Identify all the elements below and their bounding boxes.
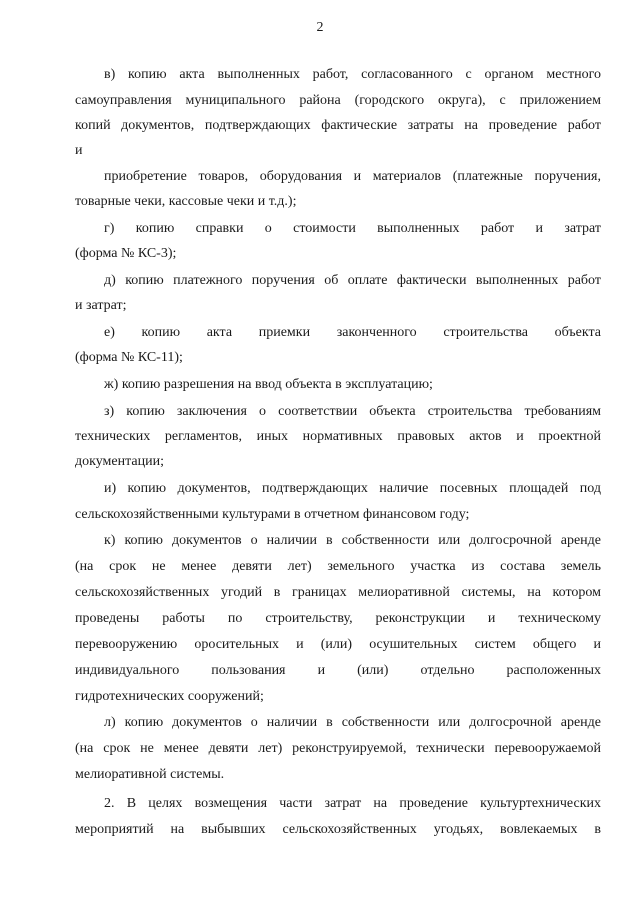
text-line: (форма № КС-11); — [75, 350, 183, 365]
text-line: товарные чеки, кассовые чеки и т.д.); — [75, 194, 297, 209]
text-line: технических регламентов, иных нормативных правовых актов и проектной — [75, 429, 601, 444]
text-line: индивидуального пользования и (или) отдельно расположенных — [75, 663, 601, 678]
text-line: мелиоративной системы. — [75, 767, 225, 782]
text-line: (на срок не менее девяти лет) земельного участка из состава земель — [75, 559, 601, 574]
text-line: и затрат; — [75, 298, 127, 313]
page-number: 2 — [316, 20, 324, 35]
text-line: ж) копию разрешения на ввод объекта в эксплуатацию; — [104, 377, 433, 392]
text-line: сельскохозяйственными культурами в отчетном финансовом году; — [75, 507, 470, 522]
text-line: и — [75, 143, 83, 158]
text-line: в) копию акта выполненных работ, согласованного с органом местного — [104, 67, 601, 82]
text-line: г) копию справки о стоимости выполненных работ и затрат — [104, 221, 601, 236]
text-line: копий документов, подтверждающих фактические затраты на проведение работ — [75, 118, 601, 133]
text-line: приобретение товаров, оборудования и материалов (платежные поручения, — [104, 169, 601, 184]
text-line: (форма № КС-3); — [75, 246, 177, 261]
text-line: проведены работы по строительству, реконструкции и техническому — [75, 611, 601, 626]
text-line: самоуправления муниципального района (городского округа), с приложением — [75, 93, 601, 108]
text-line: гидротехнических сооружений; — [75, 689, 264, 704]
text-line: д) копию платежного поручения об оплате фактически выполненных работ — [104, 273, 601, 288]
text-line: з) копию заключения о соответствии объекта строительства требованиям — [104, 404, 601, 419]
text-line: к) копию документов о наличии в собственности или долгосрочной аренде — [104, 533, 601, 548]
text-line: мероприятий на выбывших сельскохозяйственных угодьях, вовлекаемых в — [75, 822, 601, 837]
text-line: сельскохозяйственных угодий в границах мелиоративной системы, на котором — [75, 585, 601, 600]
text-line: 2. В целях возмещения части затрат на проведение культуртехнических — [104, 796, 601, 811]
text-line: документации; — [75, 454, 164, 469]
text-line: (на срок не менее девяти лет) реконструируемой, технически перевооружаемой — [75, 741, 601, 756]
text-line: перевооружению оросительных и (или) осушительных систем общего и — [75, 637, 601, 652]
text-line: л) копию документов о наличии в собственности или долгосрочной аренде — [104, 715, 601, 730]
text-line: е) копию акта приемки законченного строительства объекта — [104, 325, 601, 340]
text-line: и) копию документов, подтверждающих наличие посевных площадей под — [104, 481, 601, 496]
